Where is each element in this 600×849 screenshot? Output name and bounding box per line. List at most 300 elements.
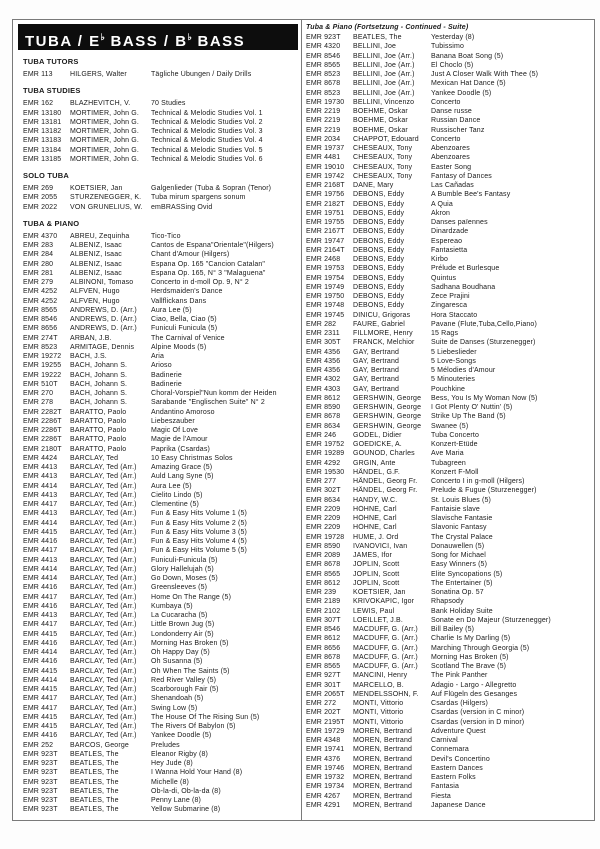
catalog-composer: BARATTO, Paolo [70, 436, 127, 444]
catalog-code: EMR 279 [23, 279, 54, 286]
catalog-title: Yellow Submarine (8) [151, 806, 221, 814]
catalog-code: EMR 923T [23, 778, 58, 786]
catalog-code: EMR 8678 [306, 653, 341, 661]
catalog-composer: DINICU, Grigoras [353, 311, 411, 319]
catalog-title: Yankee Doodle (5) [151, 732, 212, 740]
catalog-composer: MARCELLO, B. [353, 681, 404, 689]
catalog-code: EMR 4416 [23, 658, 58, 666]
catalog-composer: DEBONS, Eddy [353, 191, 405, 199]
catalog-row [306, 61, 592, 70]
catalog-title: Badinerie [151, 380, 182, 388]
catalog-row [23, 676, 298, 685]
catalog-code: EMR 4376 [306, 755, 341, 763]
catalog-composer: BARCLAY, Ted (Arr.) [70, 538, 137, 545]
catalog-composer: MOREN, Bertrand [353, 774, 413, 781]
catalog-row [306, 357, 592, 366]
catalog-row [23, 389, 298, 398]
catalog-title: Devil's Concertino [431, 755, 490, 763]
catalog-title: Fantaisie slave [431, 505, 480, 513]
catalog-code: EMR 4417 [23, 501, 58, 508]
catalog-row [23, 371, 298, 380]
catalog-title: Fiesta [431, 792, 451, 800]
catalog-row [306, 801, 592, 810]
catalog-title: Adagio - Largo - Allegretto [431, 681, 517, 689]
catalog-composer: BELLINI, Joe [353, 43, 397, 51]
catalog-row [23, 574, 298, 583]
catalog-row [306, 736, 592, 745]
catalog-title: Csardas (Hilgers) [431, 700, 489, 707]
catalog-code: EMR 19729 [306, 727, 345, 735]
catalog-title: Sonatina Op. 57 [431, 589, 484, 596]
catalog-title: Danse russe [431, 108, 472, 115]
catalog-row [306, 597, 592, 606]
catalog-composer: BEATLES, The [353, 34, 402, 41]
catalog-title: Akron [431, 209, 451, 217]
catalog-code: EMR 2168T [306, 182, 345, 189]
catalog-row [23, 232, 298, 241]
catalog-row [306, 477, 592, 486]
catalog-row [23, 435, 298, 444]
catalog-title: Swanee (5) [431, 422, 469, 430]
catalog-code: EMR 19746 [306, 764, 345, 772]
catalog-title: Alpine Moods (5) [151, 343, 207, 351]
catalog-composer: HÄNDEL, G.F. [353, 468, 400, 476]
catalog-code: EMR 8678 [306, 413, 341, 421]
catalog-code: EMR 923T [23, 760, 58, 767]
catalog-row [23, 639, 298, 648]
catalog-title: Aria [151, 353, 165, 360]
catalog-title: Donauwellen (5) [431, 542, 485, 550]
catalog-composer: GAY, Bertrand [353, 376, 400, 384]
catalog-composer: MORTIMER, John G. [70, 155, 139, 163]
catalog-row [23, 203, 298, 212]
catalog-row [306, 107, 592, 116]
catalog-code: EMR 19010 [306, 163, 345, 171]
catalog-composer: MORTIMER, John G. [70, 146, 139, 154]
catalog-title: Badinerie [151, 371, 182, 379]
catalog-title: Easy Winners (5) [431, 561, 488, 569]
catalog-code: EMR 19530 [306, 468, 345, 476]
catalog-composer: KOETSIER, Jan [353, 589, 406, 596]
catalog-composer: IVANOVICI, Ivan [353, 542, 408, 550]
catalog-code: EMR 281 [23, 269, 54, 277]
catalog-composer: GAY, Bertrand [353, 348, 400, 356]
catalog-composer: FAURE, Gabriel [353, 320, 405, 328]
catalog-composer: HANDY, W.C. [353, 496, 398, 504]
catalog-composer: GAY, Bertrand [353, 367, 400, 374]
flat-symbol: ♭ [187, 32, 192, 42]
catalog-composer: BARCLAY, Ted (Arr.) [70, 473, 137, 481]
catalog-row [23, 136, 298, 145]
catalog-title: La Cucaracha (5) [151, 612, 208, 619]
catalog-composer: CHESEAUX, Tony [353, 163, 413, 171]
catalog-row [306, 533, 592, 542]
catalog-title: Fun & Easy Hits Volume 2 (5) [151, 519, 248, 527]
catalog-row [306, 320, 592, 329]
catalog-row [23, 741, 298, 750]
catalog-composer: BARATTO, Paolo [70, 427, 127, 434]
catalog-row [23, 528, 298, 537]
catalog-composer: ARBAN, J.B. [70, 334, 112, 342]
catalog-title: Espana Op. 165 "Cancion Catalan" [151, 260, 266, 268]
catalog-composer: LEWIS, Paul [353, 607, 395, 615]
catalog-code: EMR 2055 [23, 194, 58, 202]
catalog-title: Shenandoah (5) [151, 695, 204, 703]
catalog-row [23, 556, 298, 565]
catalog-code: EMR 4267 [306, 792, 341, 800]
catalog-row [23, 620, 298, 629]
catalog-composer: CHESEAUX, Tony [353, 145, 413, 152]
catalog-row [306, 33, 592, 42]
catalog-title: The Carnival of Venice [151, 334, 225, 342]
catalog-composer: ALBENIZ, Isaac [70, 251, 122, 259]
catalog-code: EMR 8656 [306, 644, 341, 652]
catalog-composer: MACDUFF, G. (Arr.) [353, 653, 418, 661]
catalog-row [306, 570, 592, 579]
catalog-code: EMR 8546 [306, 52, 341, 60]
catalog-row [23, 482, 298, 491]
catalog-title: Abenzoares [431, 145, 470, 152]
catalog-composer: BARCLAY, Ted (Arr.) [70, 491, 137, 499]
catalog-composer: HÖHNE, Carl [353, 515, 397, 522]
catalog-code: EMR 923T [23, 769, 58, 777]
catalog-composer: BELLINI, Joe (Arr.) [353, 52, 415, 60]
catalog-code: EMR 19753 [306, 265, 345, 273]
catalog-title: A Quia [431, 200, 453, 208]
catalog-row [23, 648, 298, 657]
catalog-title: Cantos de Espana"Orientale"(Hilgers) [151, 242, 274, 249]
catalog-title: Choral-Vorspiel"Nun komm der Heiden [151, 390, 277, 397]
catalog-composer: GOUNOD, Charles [353, 450, 415, 458]
catalog-composer: GAY, Bertrand [353, 357, 400, 365]
catalog-title: Fun & Easy Hits Volume 5 (5) [151, 547, 248, 555]
catalog-code: EMR 4356 [306, 348, 341, 356]
catalog-row [23, 287, 298, 296]
catalog-composer: MOREN, Bertrand [353, 746, 413, 754]
catalog-row [306, 459, 592, 468]
catalog-code: EMR 4415 [23, 723, 58, 730]
catalog-code: EMR 2195T [306, 718, 345, 726]
catalog-row [306, 172, 592, 181]
catalog-composer: BOEHME, Oskar [353, 117, 408, 125]
catalog-code: EMR 2286T [23, 417, 62, 425]
catalog-title: Mexican Hat Dance (5) [431, 80, 506, 88]
catalog-row [306, 431, 592, 440]
right-rows [306, 33, 592, 810]
catalog-title: Oh Happy Day (5) [151, 649, 210, 656]
catalog-title: Tico-Tico [151, 232, 181, 240]
catalog-composer: BARCLAY, Ted (Arr.) [70, 528, 137, 536]
catalog-code: EMR 8634 [306, 422, 341, 430]
catalog-title: Prelude & Fugue (Sturzenegger) [431, 487, 537, 495]
catalog-title: Fantasia [431, 783, 460, 791]
catalog-row [306, 607, 592, 616]
catalog-code: EMR 8546 [306, 626, 341, 633]
catalog-composer: BEATLES, The [70, 806, 119, 814]
catalog-composer: MORTIMER, John G. [70, 118, 139, 126]
catalog-composer: DEBONS, Eddy [353, 228, 405, 236]
catalog-code: EMR 282 [306, 320, 337, 328]
catalog-row [306, 348, 592, 357]
catalog-title: Swing Low (5) [151, 704, 198, 712]
catalog-row [306, 209, 592, 218]
catalog-composer: HILGERS, Walter [70, 71, 127, 78]
catalog-code: EMR 2282T [23, 408, 62, 416]
catalog-composer: GAY, Bertrand [353, 385, 400, 393]
catalog-code: EMR 19742 [306, 172, 345, 180]
catalog-title: Suite de Danses (Sturzenegger) [431, 339, 536, 347]
catalog-composer: ALBENIZ, Isaac [70, 260, 122, 268]
catalog-title: Amazing Grace (5) [151, 464, 213, 471]
catalog-title: Preludes [151, 741, 180, 749]
catalog-title: Elite Syncopations (5) [431, 570, 503, 578]
catalog-row [306, 440, 592, 449]
catalog-row [23, 315, 298, 324]
catalog-title: Prélude et Burlesque [431, 265, 500, 273]
catalog-row [306, 116, 592, 125]
catalog-composer: DEBONS, Eddy [353, 293, 405, 300]
catalog-row [306, 579, 592, 588]
catalog-title: Kumbaya (5) [151, 602, 193, 610]
catalog-row [23, 805, 298, 814]
catalog-title: Ciao, Bella, Ciao (5) [151, 316, 217, 323]
catalog-row [306, 449, 592, 458]
catalog-title: 5 Love-Songs [431, 357, 476, 365]
catalog-code: EMR 923T [23, 750, 58, 758]
catalog-row [306, 394, 592, 403]
catalog-code: EMR 19730 [306, 98, 345, 106]
catalog-code: EMR 19745 [306, 311, 345, 319]
catalog-code: EMR 19732 [306, 774, 345, 781]
catalog-title: Marching Through Georgia (5) [431, 644, 530, 652]
catalog-row [306, 699, 592, 708]
catalog-code: EMR 239 [306, 589, 337, 596]
catalog-row [23, 241, 298, 250]
catalog-code: EMR 252 [23, 741, 54, 749]
catalog-title: Sadhana Boudhana [431, 283, 496, 291]
catalog-row [306, 727, 592, 736]
catalog-row [23, 685, 298, 694]
catalog-composer: DEBONS, Eddy [353, 265, 405, 273]
catalog-code: EMR 4416 [23, 584, 58, 592]
catalog-code: EMR 19734 [306, 783, 345, 791]
catalog-row [23, 99, 298, 108]
catalog-code: EMR 4356 [306, 357, 341, 365]
catalog-composer: GRGIN, Ante [353, 459, 396, 467]
catalog-title: 5 Liebeslieder [431, 348, 477, 356]
catalog-row [23, 731, 298, 740]
catalog-code: EMR 4481 [306, 154, 341, 162]
catalog-row [306, 311, 592, 320]
catalog-code: EMR 8590 [306, 404, 341, 411]
catalog-title: Pouchkine [431, 385, 466, 393]
catalog-row [23, 583, 298, 592]
catalog-code: EMR 4416 [23, 538, 58, 545]
catalog-composer: BARCLAY, Ted (Arr.) [70, 658, 137, 666]
catalog-row [306, 292, 592, 301]
catalog-code: EMR 2468 [306, 256, 341, 263]
catalog-composer: ANDREWS, D. (Arr.) [70, 316, 137, 323]
catalog-row [306, 190, 592, 199]
catalog-code: EMR 4291 [306, 801, 341, 809]
catalog-composer: BARCLAY, Ted (Arr.) [70, 676, 137, 684]
catalog-row [306, 662, 592, 671]
catalog-title: Michelle (8) [151, 778, 189, 786]
catalog-title: Tubagreen [431, 459, 466, 467]
catalog-row [306, 255, 592, 264]
flat-symbol: ♭ [100, 32, 105, 42]
catalog-row [23, 380, 298, 389]
catalog-composer: BARCLAY, Ted (Arr.) [70, 602, 137, 610]
catalog-composer: GOEDICKE, A. [353, 441, 402, 448]
catalog-title: Csardas (version in D minor) [431, 718, 525, 726]
right-column [301, 20, 594, 820]
catalog-code: EMR 269 [23, 185, 54, 192]
catalog-row [23, 602, 298, 611]
catalog-title: Penny Lane (8) [151, 797, 201, 804]
catalog-code: EMR 8612 [306, 635, 341, 643]
catalog-composer: KOETSIER, Jan [70, 185, 123, 192]
catalog-composer: KRIVOKAPIC, Igor [353, 598, 415, 606]
catalog-row [23, 750, 298, 759]
catalog-title: Konzert-Etüde [431, 441, 478, 448]
catalog-composer: VON GRUNELIUS, W. [70, 203, 143, 211]
catalog-title: Liebeszauber [151, 417, 195, 425]
catalog-code: EMR 4416 [23, 732, 58, 740]
catalog-composer: BACH, Johann S. [70, 380, 128, 388]
catalog-composer: GERSHWIN, George [353, 413, 422, 421]
catalog-row [23, 463, 298, 472]
catalog-title: Las Cañadas [431, 182, 474, 189]
catalog-code: EMR 4413 [23, 491, 58, 499]
catalog-row [23, 694, 298, 703]
catalog-composer: BARCLAY, Ted (Arr.) [70, 482, 137, 490]
catalog-code: EMR 307T [306, 616, 341, 624]
catalog-composer: BACH, Johann S. [70, 371, 128, 379]
catalog-title: St. Louis Blues (5) [431, 496, 492, 504]
catalog-code: EMR 283 [23, 242, 54, 249]
catalog-row [23, 408, 298, 417]
catalog-title: Bank Holiday Suite [431, 607, 493, 615]
catalog-row [306, 181, 592, 190]
catalog-row [306, 42, 592, 51]
catalog-row [23, 657, 298, 666]
catalog-title: Concerto in d-moll Op. 9, N° 2 [151, 279, 249, 286]
catalog-title: Adventure Quest [431, 727, 486, 735]
catalog-title: Zingaresca [431, 302, 468, 310]
catalog-row [23, 352, 298, 361]
catalog-row [306, 782, 592, 791]
catalog-code: EMR 4414 [23, 519, 58, 527]
catalog-code: EMR 301T [306, 681, 341, 689]
catalog-row [23, 260, 298, 269]
catalog-code: EMR 270 [23, 390, 54, 397]
catalog-code: EMR 19289 [306, 450, 345, 458]
catalog-composer: ALFVEN, Hugo [70, 297, 120, 305]
catalog-title: El Choclo (5) [431, 61, 474, 69]
catalog-composer: BARCLAY, Ted (Arr.) [70, 667, 137, 675]
catalog-title: The Pink Panther [431, 672, 488, 680]
catalog-code: EMR 2102 [306, 607, 341, 615]
catalog-section [18, 171, 298, 212]
catalog-title: Concerto I in g-moll (Hilgers) [431, 478, 525, 485]
catalog-title: Eastern Dances [431, 764, 483, 772]
catalog-title: Chant d'Amour (Hilgers) [151, 251, 230, 259]
catalog-code: EMR 4417 [23, 593, 58, 601]
catalog-composer: BACH, J.S. [70, 353, 107, 360]
catalog-composer: HÄNDEL, Georg Fr. [353, 487, 418, 495]
catalog-code: EMR 8523 [306, 89, 341, 97]
catalog-composer: BELLINI, Joe (Arr.) [353, 71, 415, 78]
catalog-composer: BARATTO, Paolo [70, 408, 127, 416]
catalog-row [306, 745, 592, 754]
catalog-row [23, 109, 298, 118]
catalog-composer: DEBONS, Eddy [353, 237, 405, 245]
catalog-row [306, 301, 592, 310]
catalog-title: Banana Boat Song (5) [431, 52, 504, 60]
catalog-composer: ALBENIZ, Isaac [70, 269, 122, 277]
catalog-title: Glory Hallelujah (5) [151, 565, 214, 573]
catalog-title: 15 Rags [431, 330, 459, 337]
catalog-code: EMR 8523 [23, 343, 58, 351]
catalog-code: EMR 19755 [306, 219, 345, 226]
catalog-title: Sonate en Do Majeur (Sturzenegger) [431, 616, 551, 624]
catalog-row [306, 70, 592, 79]
catalog-title: A Bumble Bee's Fantasy [431, 191, 511, 199]
catalog-composer: BACH, Johann S. [70, 399, 128, 407]
catalog-composer: HÖHNE, Carl [353, 524, 397, 532]
catalog-row [23, 306, 298, 315]
catalog-code: EMR 8634 [306, 496, 341, 504]
catalog-composer: MOREN, Bertrand [353, 792, 413, 800]
catalog-row [306, 98, 592, 107]
catalog-composer: JOPLIN, Scott [353, 561, 400, 569]
catalog-code: EMR 272 [306, 700, 337, 707]
catalog-row [306, 588, 592, 597]
catalog-title: The House Of The Rising Sun (5) [151, 713, 260, 721]
catalog-title: Fun & Easy Hits Volume 3 (5) [151, 528, 248, 536]
catalog-title: Fantasietta [431, 246, 468, 254]
catalog-composer: BOEHME, Oskar [353, 108, 408, 115]
catalog-row [23, 500, 298, 509]
catalog-composer: HÄNDEL, Georg Fr. [353, 478, 418, 485]
catalog-title: Slavonic Fantasy [431, 524, 487, 532]
catalog-code: EMR 2065T [306, 690, 345, 698]
catalog-title: Scotland The Brave (5) [431, 663, 507, 670]
catalog-title: Morning Has Broken (5) [151, 639, 229, 647]
catalog-code: EMR 923T [23, 806, 58, 814]
catalog-row [306, 486, 592, 495]
catalog-composer: MOREN, Bertrand [353, 755, 413, 763]
catalog-composer: FRANCK, Melchior [353, 339, 415, 347]
catalog-composer: BARATTO, Paolo [70, 417, 127, 425]
catalog-code: EMR 2219 [306, 108, 341, 115]
catalog-title: Tägliche Übungen / Daily Drills [151, 71, 252, 78]
catalog-code: EMR 8565 [306, 61, 341, 69]
section-heading: TUBA & PIANO [23, 218, 80, 228]
catalog-code: EMR 13184 [23, 146, 62, 154]
catalog-composer: JAMES, Ifor [353, 552, 392, 559]
catalog-row [23, 184, 298, 193]
catalog-title: Herdsmaiden's Dance [151, 288, 223, 296]
catalog-section [18, 219, 298, 815]
catalog-row [23, 250, 298, 259]
catalog-row [306, 560, 592, 569]
catalog-row [306, 634, 592, 643]
catalog-composer: ABREU, Zequinha [70, 232, 130, 240]
catalog-title: Concerto [431, 98, 461, 106]
catalog-code: EMR 8612 [306, 579, 341, 587]
